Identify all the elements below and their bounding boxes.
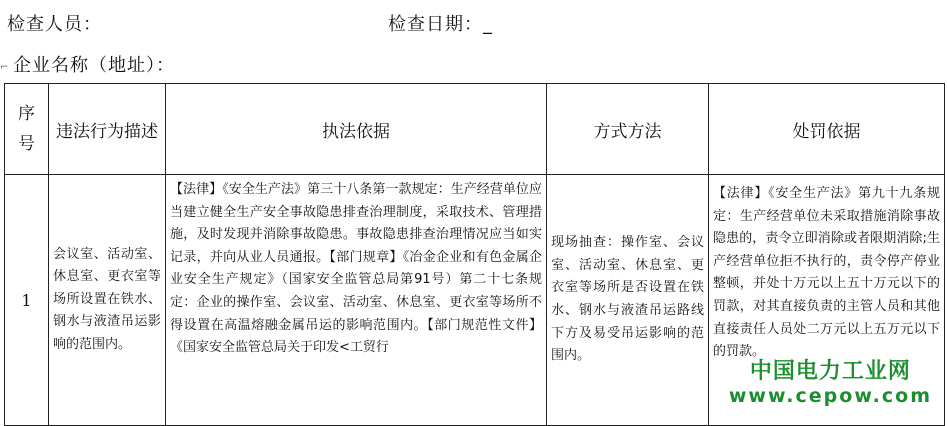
site-watermark — [729, 354, 932, 407]
row-basis-cell — [166, 175, 547, 426]
row-seq: 1 — [5, 175, 49, 426]
header-method: 方式方法 — [547, 84, 709, 175]
anchor-marker: ⌐ — [0, 62, 9, 73]
row-violation: 会议室、活动室、休息室、更衣室等场所设置在铁水、钢水与液渣吊运影响的范围内。 — [53, 246, 161, 352]
watermark-name: 中国电力工业网 — [749, 359, 911, 384]
row-method-cell — [547, 175, 709, 426]
row-penalty: 【法律】《安全生产法》第九十九条规定：生产经营单位未采取措施消除事故隐患的，责令立即消除或者限期消除;生产经营单位拒不执行的，责令停产停业整顿，并处十万元以上五十万元以下的罚款，对其直接负责的主管人员和其他直接责任人员处二万元以上五万元以下的罚款。 — [713, 186, 940, 360]
header-penalty: 处罚依据 — [709, 84, 945, 175]
row-basis: 【法律】《安全生产法》第三十八条第一款规定：生产经营单位应当建立健全生产安全事故隐患排查治理制度，采取技术、管理措施，及时发现并消除事故隐患。事故隐患排查治理情况应当如实记录，并向从业人员通报。【部门规章】《冶金企业和有色金属企业安全生产规定》（国家安全监管总局第91号）第二十七条规定：企业的操作室、会议室、活动室、休息室、更衣室等场所不得设置在高温熔融金属吊运的影响范围内。【部门规范性文件】《国家安全监管总局关于印发<工贸行 — [170, 182, 542, 356]
header-basis: 执法依据 — [166, 84, 547, 175]
header-seq: 序号 — [5, 84, 49, 175]
watermark-url: www.cepow.com — [728, 385, 932, 407]
inspection-date-label: 检查日期：_ — [388, 14, 493, 35]
row-method: 现场抽查：操作室、会议室、活动室、休息室、更衣室等场所是否设置在铁水、钢水与液渣吊运路线下方及易受吊运影响的范围内。 — [551, 235, 704, 364]
inspector-label: 检查人员： — [7, 14, 102, 35]
table-header-row — [5, 84, 945, 175]
header-violation: 违法行为描述 — [49, 84, 166, 175]
row-violation-cell — [49, 175, 166, 426]
company-name-label: 企业名称（地址）： — [13, 55, 175, 76]
